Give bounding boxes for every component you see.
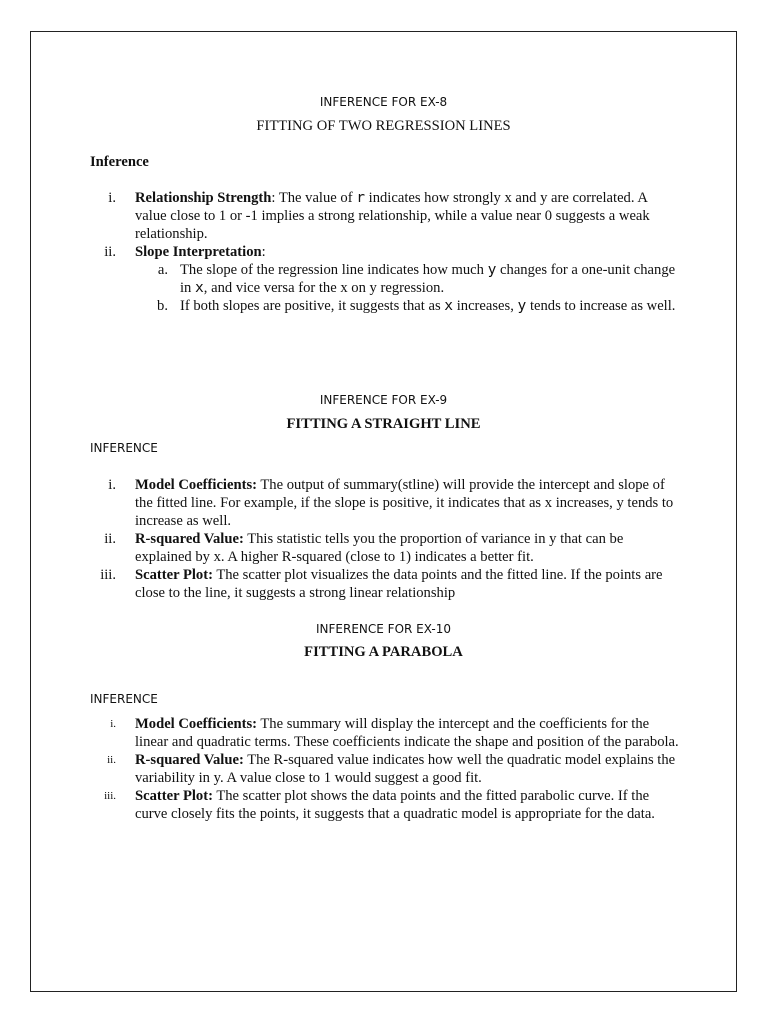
ex9-heading: INFERENCE: [90, 441, 158, 455]
code-y: y: [517, 297, 527, 314]
list-item: [90, 476, 680, 530]
item-term: Scatter Plot:: [135, 788, 213, 804]
list-number: iii.: [104, 790, 116, 802]
ex8-label: INFERENCE FOR EX-8: [319, 95, 448, 109]
list-item: [90, 530, 680, 566]
item-text: :: [261, 244, 266, 260]
item-text: increases,: [453, 298, 518, 314]
list-item: [90, 715, 680, 751]
list-item: [90, 189, 680, 243]
item-text: The slope of the regression line indicates how much: [180, 262, 488, 278]
item-text: The output of summary(stline) will provide the intercept and slope of the fitted line. For example, if the slope is positive, it indicates that as x increases, y tends to increase as well.: [135, 477, 674, 529]
code-y: y: [487, 261, 497, 278]
item-term: R-squared Value:: [135, 531, 244, 547]
list-item: [90, 787, 680, 823]
list-number: i.: [110, 718, 116, 730]
list-number: ii.: [107, 754, 116, 766]
item-text: indicates how strongly x and y are correlated. A value close to 1 or -1 implies a strong relationship, while a value near 0 suggests a weak relationship.: [135, 190, 650, 242]
list-item: [90, 566, 680, 602]
item-text: changes for a one-unit change in: [180, 262, 676, 296]
ex8-list: [90, 189, 680, 315]
code-x: x: [195, 279, 204, 296]
item-term: Slope Interpretation: [135, 244, 262, 260]
code-x: x: [444, 297, 454, 314]
list-number: iii.: [100, 567, 116, 583]
ex9-label: INFERENCE FOR EX-9: [319, 393, 448, 407]
ex10-title: FITTING A PARABOLA: [304, 644, 463, 660]
ex8-heading: Inference: [90, 154, 149, 170]
list-item: [90, 751, 680, 787]
sub-list-item: [135, 261, 680, 297]
item-text: This statistic tells you the proportion of variance in y that can be explained by x. A higher R-squared (close to 1) indicates a better fit.: [135, 531, 624, 565]
list-number: i.: [108, 190, 116, 206]
sub-list-item: [135, 297, 680, 315]
item-term: Model Coefficients:: [135, 477, 257, 493]
item-text: , and vice versa for the x on y regression.: [203, 280, 445, 296]
item-term: Model Coefficients:: [135, 716, 257, 732]
sub-list-number: a.: [157, 262, 168, 278]
item-text: The scatter plot shows the data points and the fitted parabolic curve. If the curve closely fits the points, it suggests that a quadratic model is appropriate for the data.: [135, 788, 655, 822]
list-number: ii.: [104, 531, 116, 547]
ex9-title: FITTING A STRAIGHT LINE: [286, 416, 481, 432]
item-text: If both slopes are positive, it suggests that as: [180, 298, 445, 314]
item-text: The summary will display the intercept and the coefficients for the linear and quadratic terms. These coefficients indicate the shape and position of the parabola.: [135, 716, 679, 750]
list-number: ii.: [104, 244, 116, 260]
item-term: Scatter Plot:: [135, 567, 213, 583]
item-text: The scatter plot visualizes the data points and the fitted line. If the points are close to the line, it suggests a strong linear relationship: [135, 567, 663, 601]
item-text: tends to increase as well.: [526, 298, 676, 314]
item-term: Relationship Strength: [135, 190, 272, 206]
code-r: r: [356, 189, 366, 206]
item-term: R-squared Value:: [135, 752, 244, 768]
list-item: [90, 243, 680, 315]
ex10-label: INFERENCE FOR EX-10: [316, 622, 451, 636]
list-number: i.: [108, 477, 116, 493]
sub-list-number: b.: [157, 298, 168, 314]
item-text: : The value of: [271, 190, 357, 206]
ex10-list: [90, 715, 680, 823]
item-text: The R-squared value indicates how well the quadratic model explains the variability in y. A value close to 1 would suggest a good fit.: [135, 752, 676, 786]
ex8-title: FITTING OF TWO REGRESSION LINES: [256, 118, 511, 134]
ex10-heading: INFERENCE: [90, 692, 158, 706]
ex9-list: [90, 476, 680, 602]
